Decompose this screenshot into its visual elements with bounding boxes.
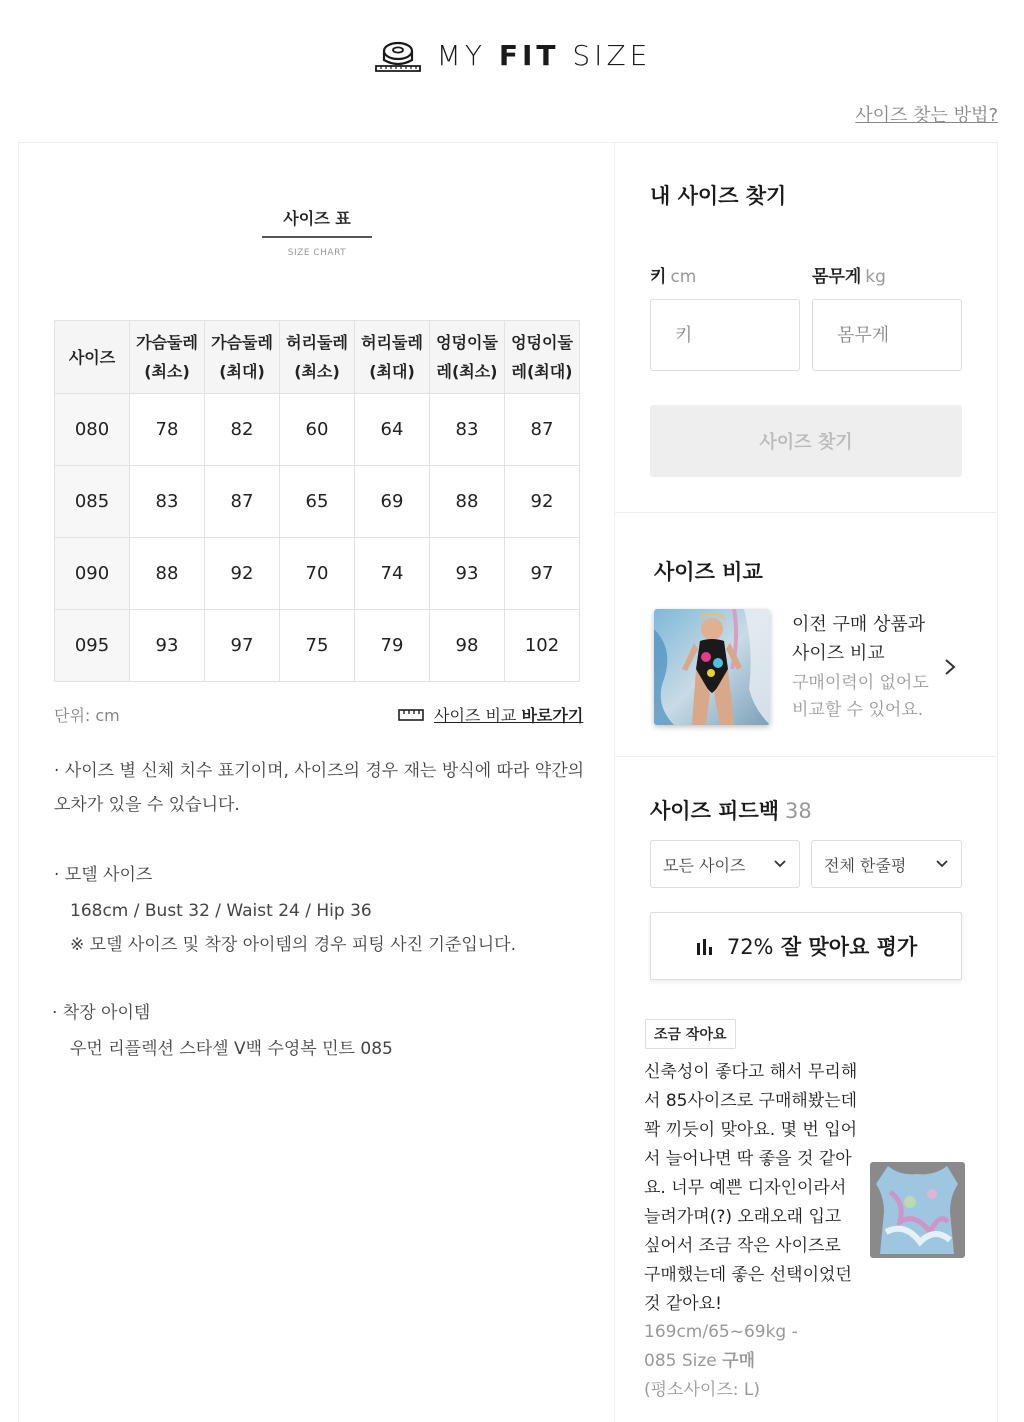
- table-cell: 70: [280, 538, 355, 610]
- section-divider: [614, 756, 998, 757]
- chevron-down-icon: [773, 859, 787, 869]
- height-input[interactable]: [650, 299, 800, 371]
- how-to-find-size-link[interactable]: 사이즈 찾는 방법?: [855, 105, 998, 126]
- model-size-note: ※ 모델 사이즈 및 착장 아이템의 경우 피팅 사진 기준입니다.: [70, 935, 516, 955]
- col-header: 엉덩이둘 레(최소): [430, 321, 505, 394]
- table-cell: 97: [205, 610, 280, 682]
- model-size-heading: · 모델 사이즈: [54, 865, 153, 885]
- fit-percentage: 72%: [726, 935, 774, 959]
- table-cell: 92: [505, 466, 580, 538]
- size-chart-title: 사이즈 표: [283, 209, 351, 228]
- worn-item-heading: · 착장 아이템: [52, 1003, 151, 1023]
- table-row: [55, 610, 580, 682]
- ruler-icon: [398, 709, 424, 721]
- table-cell: 085: [55, 466, 130, 538]
- review-photo[interactable]: [870, 1162, 965, 1258]
- table-cell: 79: [355, 610, 430, 682]
- product-thumbnail[interactable]: [654, 609, 770, 725]
- find-size-button[interactable]: 사이즈 찾기: [650, 405, 962, 477]
- size-feedback-title: 사이즈 피드백 38: [650, 799, 812, 823]
- table-cell: 88: [430, 466, 505, 538]
- table-row: [55, 466, 580, 538]
- chevron-right-icon[interactable]: [943, 657, 957, 677]
- table-cell: 64: [355, 394, 430, 466]
- table-cell: 69: [355, 466, 430, 538]
- fit-badge: 조금 작아요: [645, 1019, 736, 1049]
- size-chart-table: [54, 320, 580, 682]
- table-cell: 93: [130, 610, 205, 682]
- col-header: 허리둘레 (최대): [355, 321, 430, 394]
- table-cell: 080: [55, 394, 130, 466]
- size-chart-subtitle: SIZE CHART: [287, 248, 347, 258]
- table-cell: 92: [205, 538, 280, 610]
- reviewer-info: [644, 1318, 844, 1405]
- feedback-count: 38: [785, 799, 812, 823]
- table-cell: 83: [430, 394, 505, 466]
- table-cell: 75: [280, 610, 355, 682]
- table-cell: 095: [55, 610, 130, 682]
- table-cell: 102: [505, 610, 580, 682]
- table-row: [55, 538, 580, 610]
- size-compare-link[interactable]: [398, 703, 583, 726]
- review-filter-select[interactable]: [811, 840, 962, 888]
- table-cell: 090: [55, 538, 130, 610]
- weight-input[interactable]: [812, 299, 962, 371]
- col-header: 가슴둘레 (최대): [205, 321, 280, 394]
- reviewer-usual-size: (평소사이즈: L): [644, 1380, 760, 1400]
- weight-label: 몸무게 kg: [812, 267, 886, 287]
- table-cell: 93: [430, 538, 505, 610]
- size-filter-value: 모든 사이즈: [663, 855, 746, 875]
- table-cell: 88: [130, 538, 205, 610]
- table-cell: 78: [130, 394, 205, 466]
- swimsuit-model-image: [654, 609, 770, 725]
- reviewer-body: 169cm/65~69kg -: [644, 1322, 798, 1342]
- size-filter-select[interactable]: [650, 840, 800, 888]
- brand-logo: MY FIT SIZE: [436, 38, 652, 72]
- fit-text: 잘 맞아요 평가: [780, 935, 918, 959]
- table-header-row: [55, 321, 580, 394]
- table-cell: 60: [280, 394, 355, 466]
- worn-item-name: 우먼 리플렉션 스타셀 V백 수영복 민트 085: [70, 1039, 393, 1059]
- table-cell: 74: [355, 538, 430, 610]
- column-divider: [614, 142, 615, 1422]
- swimsuit-photo-image: [870, 1162, 965, 1258]
- find-size-title: 내 사이즈 찾기: [650, 184, 787, 208]
- unit-label: 단위: cm: [54, 706, 120, 725]
- size-compare-title: 사이즈 비교: [654, 560, 763, 584]
- table-cell: 98: [430, 610, 505, 682]
- table-cell: 97: [505, 538, 580, 610]
- size-chart-underline: [262, 236, 372, 238]
- table-cell: 65: [280, 466, 355, 538]
- section-divider: [614, 512, 998, 513]
- reviewer-purchase-size: 085 Size 구매: [644, 1351, 756, 1371]
- table-cell: 87: [205, 466, 280, 538]
- chevron-down-icon: [935, 859, 949, 869]
- col-header: 가슴둘레 (최소): [130, 321, 205, 394]
- bar-chart-icon: [695, 937, 713, 955]
- table-cell: 82: [205, 394, 280, 466]
- size-compare-subtext: 구매이력이 없어도 비교할 수 있어요.: [792, 673, 929, 720]
- review-text: 신축성이 좋다고 해서 무리해서 85사이즈로 구매해봤는데 꽉 끼듯이 맞아요. 몇 번 입어서 늘어나면 딱 좋을 것 같아요. 너무 예쁜 디자인이라서 늘려가며(?) 오래오래 입고 싶어서 조금 작은 사이즈로 구매했는데 좋은 선택이었던 것 같아요!: [644, 1062, 858, 1314]
- col-header: 사이즈: [55, 321, 130, 394]
- table-row: [55, 394, 580, 466]
- tape-measure-icon: [373, 38, 423, 72]
- table-cell: 87: [505, 394, 580, 466]
- height-label: 키 cm: [650, 267, 697, 287]
- review-filter-value: 전체 한줄평: [824, 855, 907, 875]
- col-header: 엉덩이둘 레(최대): [505, 321, 580, 394]
- table-cell: 83: [130, 466, 205, 538]
- measurement-note: · 사이즈 별 신체 치수 표기이며, 사이즈의 경우 재는 방식에 따라 약간의 오차가 있을 수 있습니다.: [54, 761, 585, 815]
- size-compare-link-label: 사이즈 비교 바로가기: [434, 706, 584, 725]
- fit-rating-summary[interactable]: [650, 912, 962, 980]
- col-header: 허리둘레 (최소): [280, 321, 355, 394]
- size-compare-heading: 이전 구매 상품과 사이즈 비교: [792, 614, 926, 664]
- brand-header: [0, 32, 1024, 78]
- model-size-value: 168cm / Bust 32 / Waist 24 / Hip 36: [70, 901, 372, 921]
